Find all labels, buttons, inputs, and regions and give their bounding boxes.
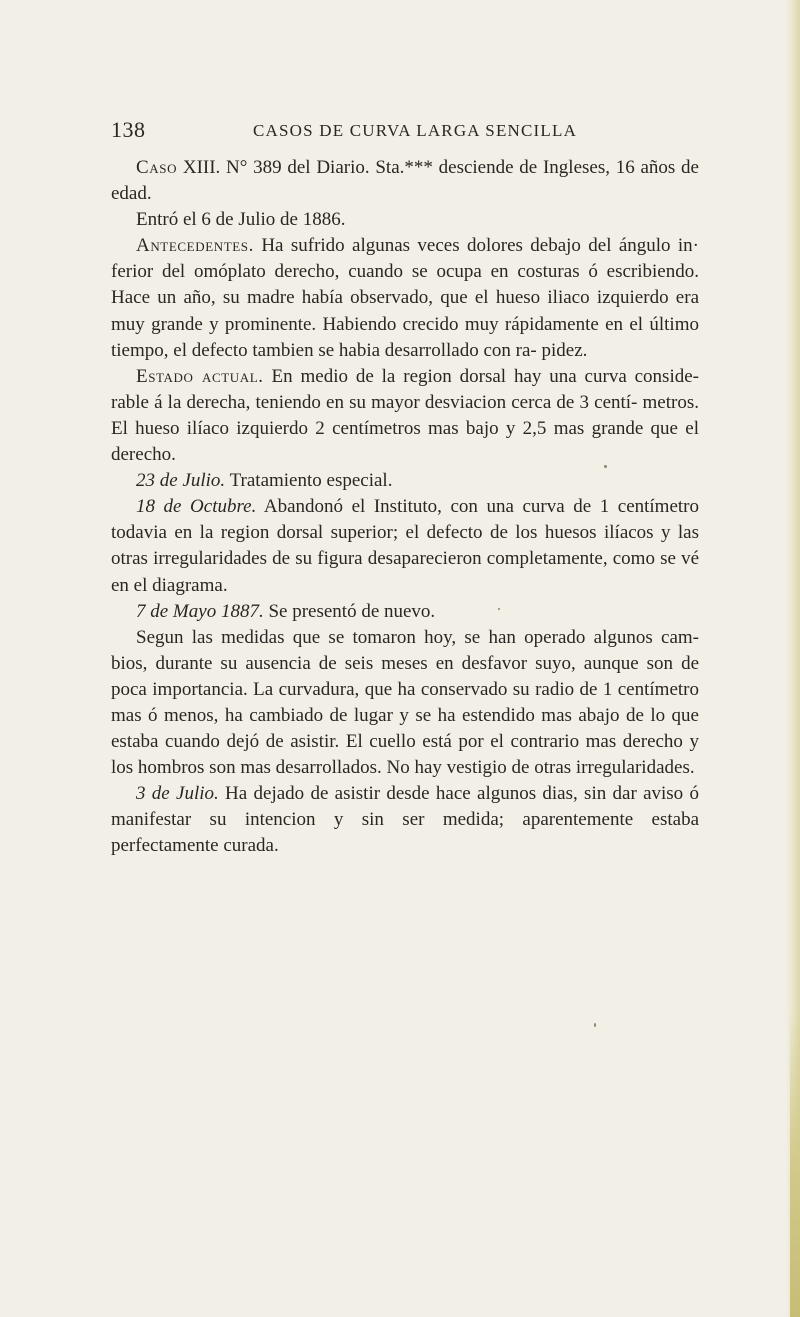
paragraph-text: Tratamiento especial. bbox=[225, 470, 393, 492]
paragraph-text: Ha dejado de asistir desde hace algunos dias, sin dar aviso ó manifestar su intencion y sin ser medida; aparentemente estaba perfectamente curada. bbox=[111, 783, 699, 857]
section-label-estado-actual: Estado actual. bbox=[136, 365, 264, 387]
entry-date: 18 de Octubre. bbox=[136, 496, 257, 518]
running-title: CASOS DE CURVA LARGA SENCILLA bbox=[253, 121, 578, 140]
paragraph-text: En medio de la region dorsal hay una curva conside- rable á la derecha, teniendo en su mayor desviacion cerca de 3 centí- metros. El hueso ilíaco izquierdo 2 centímetros mas bajo y 2,5 mas grande que el derecho. bbox=[111, 365, 699, 466]
paragraph-admission bbox=[111, 207, 699, 233]
paragraph-entry-18-octubre bbox=[111, 494, 699, 598]
page-number: 138 bbox=[111, 117, 146, 142]
entry-date: 7 de Mayo 1887. bbox=[136, 600, 264, 622]
paper-speck bbox=[604, 465, 607, 468]
paragraph-text: Entró el 6 de Julio de 1886. bbox=[136, 209, 346, 231]
entry-date: 23 de Julio. bbox=[136, 470, 226, 492]
entry-date: 3 de Julio. bbox=[136, 783, 219, 805]
paragraph-case-intro bbox=[111, 155, 699, 207]
paragraph-text: Segun las medidas que se tomaron hoy, se han operado algunos cam- bios, durante su ausencia de seis meses en desfavor suyo, aunque son de poca importancia. La curvadura, que ha conservado su radio de 1 centímetro mas ó menos, ha cambiado de lugar y se ha estendido mas abajo de lo que estaba cuando dejó de asistir. El cuello está por el contrario mas derecho y los hombros son mas desarrollados. No hay vestigio de otras irregularidades. bbox=[111, 626, 699, 779]
paragraph-text: Se presentó de nuevo. bbox=[263, 600, 436, 622]
paragraph-text: XIII. N° 389 del Diario. Sta.*** desciende de Ingleses, 16 años de edad. bbox=[111, 157, 699, 205]
section-label-antecedentes: Antecedentes. bbox=[136, 235, 254, 257]
page-edge-stain bbox=[790, 1010, 800, 1317]
page-body bbox=[111, 155, 699, 860]
paragraph-entry-3-julio bbox=[111, 781, 699, 859]
paragraph-entry-23-julio bbox=[111, 468, 699, 494]
paper-speck bbox=[594, 1023, 596, 1027]
paragraph-text: Abandonó el Instituto, con una curva de 1 centímetro todavia en la region dorsal superior; el defecto de los huesos ilíacos y las otras irregularidades de su figura desaparecieron completamente, como se vé en el diagrama. bbox=[111, 496, 699, 596]
paragraph-text: Ha sufrido algunas veces dolores debajo del ángulo in· ferior del omóplato derecho, cuando se ocupa en costuras ó escribiendo. Hace un año, su madre había observado, que el hueso iliaco izquierdo era muy grande y prominente. Habiendo crecido muy rápidamente en el último tiempo, el defecto tambien se habia desarrollado con ra- pidez. bbox=[111, 235, 699, 361]
paragraph-antecedentes bbox=[111, 233, 699, 363]
paragraph-measurements bbox=[111, 625, 699, 782]
case-label: Caso bbox=[136, 157, 178, 178]
paragraph-entry-7-mayo bbox=[111, 599, 699, 625]
paper-speck bbox=[498, 608, 500, 610]
page-header bbox=[111, 117, 691, 147]
paragraph-estado-actual bbox=[111, 364, 699, 468]
